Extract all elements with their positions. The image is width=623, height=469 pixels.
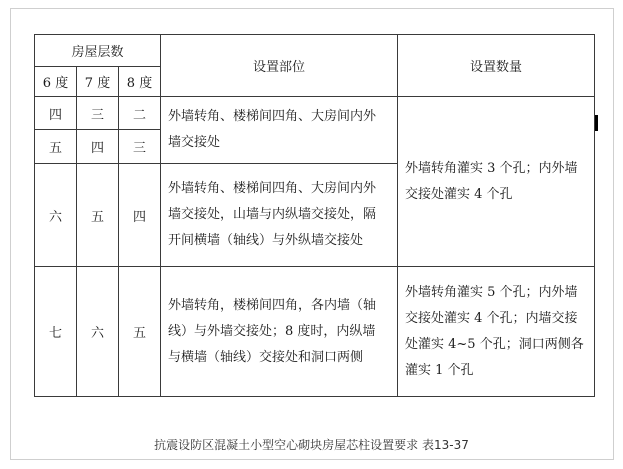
quantity-group3-line: 灌实 1 个孔 (405, 362, 474, 378)
row4-floors-7deg: 六 (77, 267, 119, 397)
row3-floors-6deg: 六 (35, 164, 77, 267)
position-group3-line: 外墙转角，楼梯间四角，各内墙（轴 (168, 297, 377, 313)
position-group3-line: 与横墙（轴线）交接处和洞口两侧 (168, 349, 364, 365)
edge-mark (595, 115, 598, 131)
position-group2 (161, 164, 398, 267)
quantity-group1-line: 交接处灌实 4 个孔 (405, 186, 513, 202)
quantity-group3-line: 交接处灌实 4 个孔；内墙交接 (405, 310, 578, 326)
position-group2-line: 开间横墙（轴线）与外纵墙交接处 (168, 233, 364, 248)
row1-floors-6deg: 四 (35, 97, 77, 130)
degree-6-header: 6 度 (35, 67, 77, 97)
row4-floors-6deg: 七 (35, 267, 77, 397)
position-group3 (161, 267, 398, 397)
quantity-group1-line: 外墙转角灌实 3 个孔；内外墙 (405, 160, 578, 176)
row3-floors-8deg: 四 (119, 164, 161, 267)
quantity-group3-line: 处灌实 4~5 个孔；洞口两侧各 (405, 336, 584, 352)
quantity-group1 (398, 97, 595, 267)
core-column-requirements-table (34, 34, 595, 397)
row2-floors-8deg: 三 (119, 130, 161, 164)
position-group1 (161, 97, 398, 164)
row4-floors-8deg: 五 (119, 267, 161, 397)
position-group1-line: 外墙转角、楼梯间四角、大房间内外 (168, 109, 377, 124)
table-caption: 抗震设防区混凝土小型空心砌块房屋芯柱设置要求 表13-37 (154, 438, 469, 452)
row2-floors-7deg: 四 (77, 130, 119, 164)
position-group3-line: 线）与外墙交接处；8 度时，内纵墙 (168, 323, 376, 339)
quantity-group3-line: 外墙转角灌实 5 个孔；内外墙 (405, 284, 578, 300)
position-group2-line: 墙交接处，山墙与内纵墙交接处，隔 (168, 207, 377, 222)
row1-floors-7deg: 三 (77, 97, 119, 130)
floors-header: 房屋层数 (35, 35, 161, 67)
degree-7-header: 7 度 (77, 67, 119, 97)
row3-floors-7deg: 五 (77, 164, 119, 267)
row1-floors-8deg: 二 (119, 97, 161, 130)
position-group1-line: 墙交接处 (168, 135, 221, 150)
degree-8-header: 8 度 (119, 67, 161, 97)
row2-floors-6deg: 五 (35, 130, 77, 164)
position-header: 设置部位 (161, 35, 398, 97)
quantity-group3 (398, 267, 595, 397)
position-group2-line: 外墙转角、楼梯间四角、大房间内外 (168, 181, 377, 196)
quantity-header: 设置数量 (398, 35, 595, 97)
